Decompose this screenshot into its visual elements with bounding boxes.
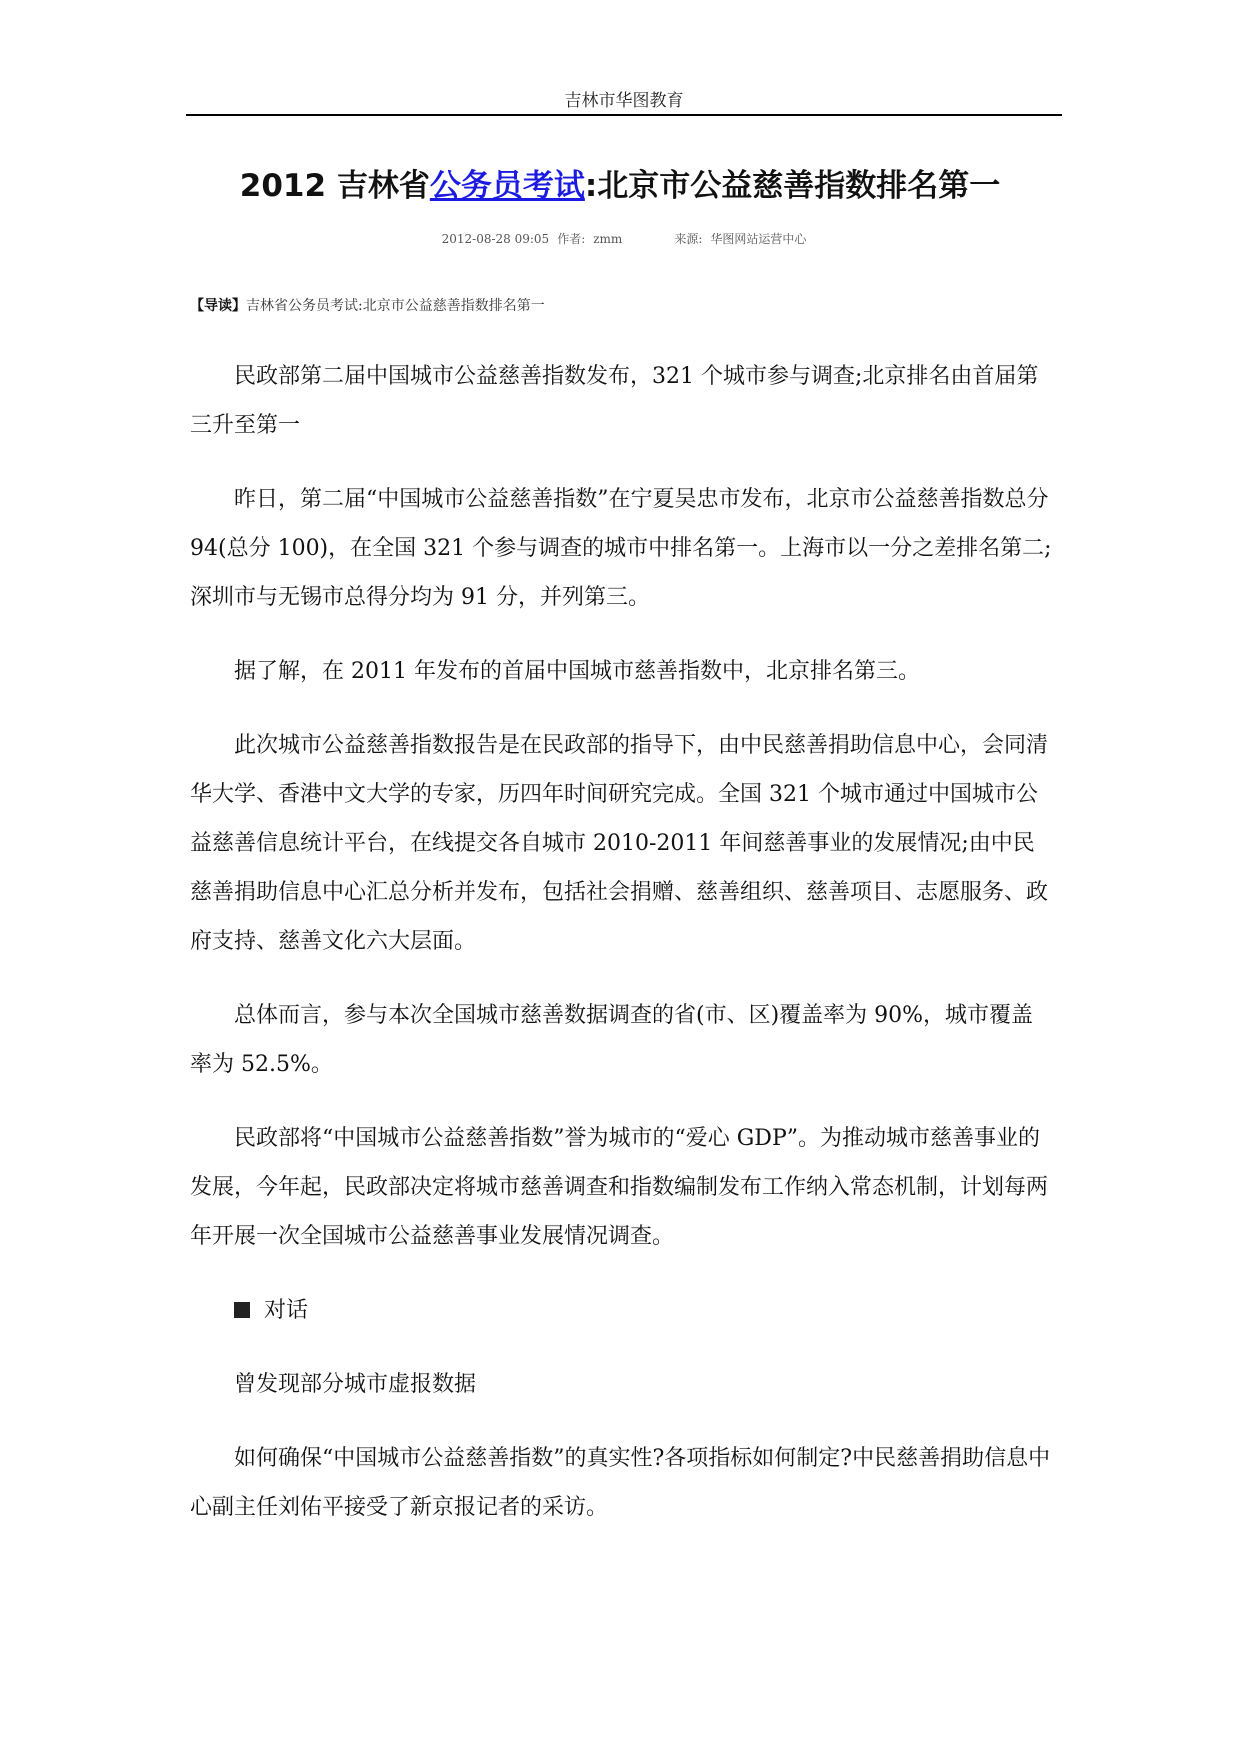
closing-paragraph: 如何确保“中国城市公益慈善指数”的真实性?各项指标如何制定?中民慈善捐助信息中心副主任刘佑平接受了新京报记者的采访。 — [190, 1446, 1051, 1520]
meta-source-label: 来源: — [674, 232, 703, 246]
paragraph-1: 民政部第二届中国城市公益慈善指数发布，321 个城市参与调查;北京排名由首届第三升至第一 — [190, 364, 1039, 438]
title-link-civil-service-exam[interactable]: 公务员考试 — [429, 168, 585, 204]
paragraph-5: 总体而言，参与本次全国城市慈善数据调查的省(市、区)覆盖率为 90%，城市覆盖率为 52.5%。 — [190, 1003, 1034, 1077]
meta-datetime: 2012-08-28 09:05 — [441, 232, 550, 246]
header-divider — [186, 114, 1062, 116]
meta-source: 华图网站运营中心 — [710, 232, 807, 246]
title-suffix: :北京市公益慈善指数排名第一 — [584, 168, 1001, 204]
page-header: 吉林市华图教育 — [564, 91, 684, 111]
meta-author-label: 作者: — [557, 232, 586, 246]
paragraph-3: 据了解，在 2011 年发布的首届中国城市慈善指数中，北京排名第三。 — [234, 659, 920, 684]
section-heading — [190, 1286, 1052, 1335]
meta-author: zmm — [593, 232, 623, 246]
lead-tag: 【导读】 — [190, 298, 246, 314]
title-prefix: 2012 吉林省 — [239, 168, 430, 204]
lead-text: 吉林省公务员考试:北京市公益慈善指数排名第一 — [246, 298, 545, 314]
paragraph-4: 此次城市公益慈善指数报告是在民政部的指导下，由中民慈善捐助信息中心，会同清华大学、香港中文大学的专家，历四年时间研究完成。全国 321 个城市通过中国城市公益慈善信息统计平台，在线提交各自城市 2010-2011 年间慈善事业的发展情况;由中民慈善捐助信息中心汇总分析并发布，包括社会捐赠、慈善组织、慈善项目、志愿服务、政府支持、慈善文化六大层面。 — [190, 733, 1049, 954]
article-body — [190, 352, 1052, 1557]
section-heading-text: 对话 — [264, 1298, 309, 1323]
lead-summary — [190, 295, 1050, 315]
article-meta — [186, 230, 1062, 247]
black-square-icon — [234, 1302, 250, 1318]
paragraph-6: 民政部将“中国城市公益慈善指数”誉为城市的“爱心 GDP”。为推动城市慈善事业的发展，今年起，民政部决定将城市慈善调查和指数编制发布工作纳入常态机制，计划每两年开展一次全国城市公益慈善事业发展情况调查。 — [190, 1126, 1049, 1249]
section-subheading: 曾发现部分城市虚报数据 — [234, 1372, 477, 1397]
article-title — [120, 160, 1120, 205]
paragraph-2: 昨日，第二届“中国城市公益慈善指数”在宁夏吴忠市发布，北京市公益慈善指数总分 94(总分 100)，在全国 321 个参与调查的城市中排名第一。上海市以一分之差排名第二;深圳市与无锡市总得分均为 91 分，并列第三。 — [190, 487, 1052, 610]
